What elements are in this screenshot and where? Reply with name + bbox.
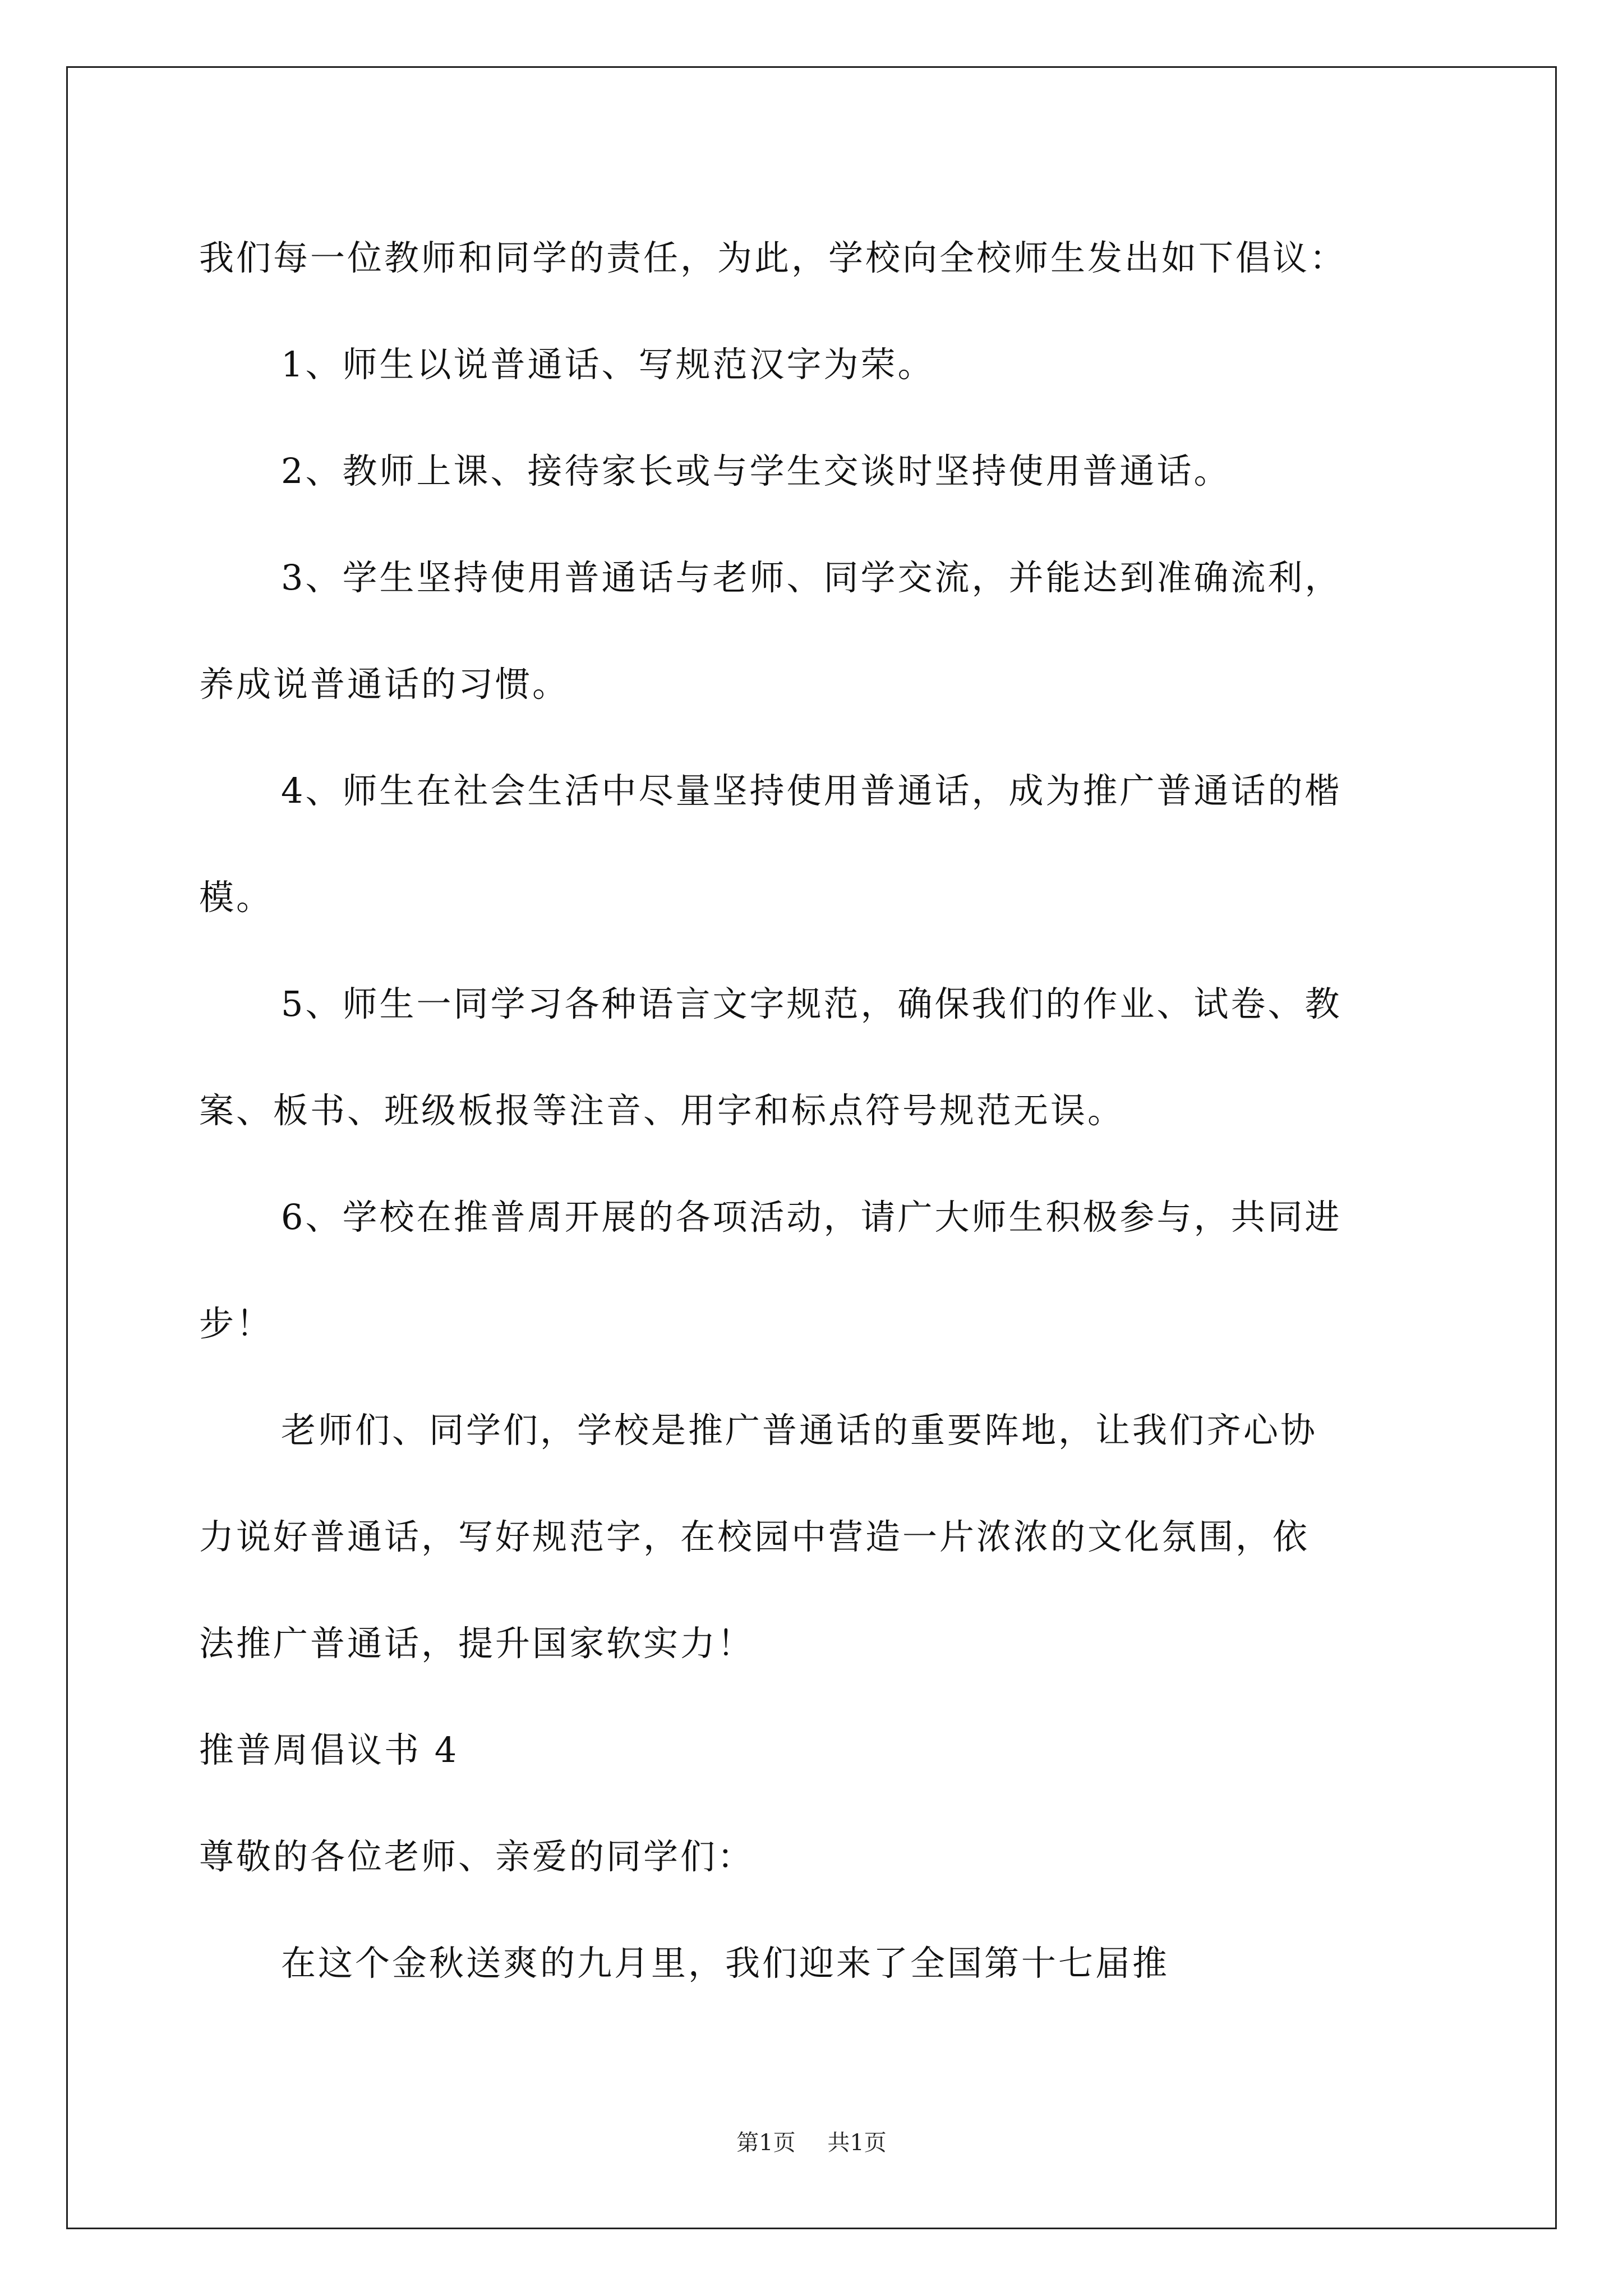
- text-line: 3、学生坚持使用普通话与老师、同学交流，并能达到准确流利，: [281, 557, 1342, 598]
- text-line: 4、师生在社会生活中尽量坚持使用普通话，成为推广普通话的楷: [281, 770, 1342, 811]
- text-line: 1、师生以说普通话、写规范汉字为荣。: [281, 344, 935, 385]
- text-line: 法推广普通话，提升国家软实力！: [199, 1623, 755, 1664]
- page-frame: [66, 66, 1557, 2229]
- text-line: 步！: [199, 1303, 274, 1344]
- text-line: 在这个金秋送爽的九月里，我们迎来了全国第十七届推: [281, 1943, 1170, 1984]
- text-line: 我们每一位教师和同学的责任，为此，学校向全校师生发出如下倡议：: [199, 237, 1347, 278]
- text-line: 6、学校在推普周开展的各项活动，请广大师生积极参与，共同进: [281, 1197, 1342, 1237]
- page-number: 第1页: [736, 2130, 796, 2156]
- text-line: 养成说普通话的习惯。: [199, 664, 570, 705]
- text-line: 5、师生一同学习各种语言文字规范，确保我们的作业、试卷、教: [281, 983, 1342, 1024]
- text-line: 案、板书、班级板报等注音、用字和标点符号规范无误。: [199, 1090, 1125, 1131]
- text-line: 老师们、同学们，学校是推广普通话的重要阵地，让我们齐心协: [281, 1410, 1318, 1451]
- text-line: 2、教师上课、接待家长或与学生交谈时坚持使用普通话。: [281, 450, 1231, 491]
- text-line: 力说好普通话，写好规范字，在校园中营造一片浓浓的文化氛围，依: [199, 1516, 1310, 1557]
- page-footer: [0, 2127, 1623, 2159]
- text-line: 模。: [199, 877, 274, 918]
- salutation: 尊敬的各位老师、亲爱的同学们：: [199, 1836, 755, 1877]
- section-heading: 推普周倡议书 4: [199, 1729, 459, 1770]
- page-total: 共1页: [827, 2130, 887, 2156]
